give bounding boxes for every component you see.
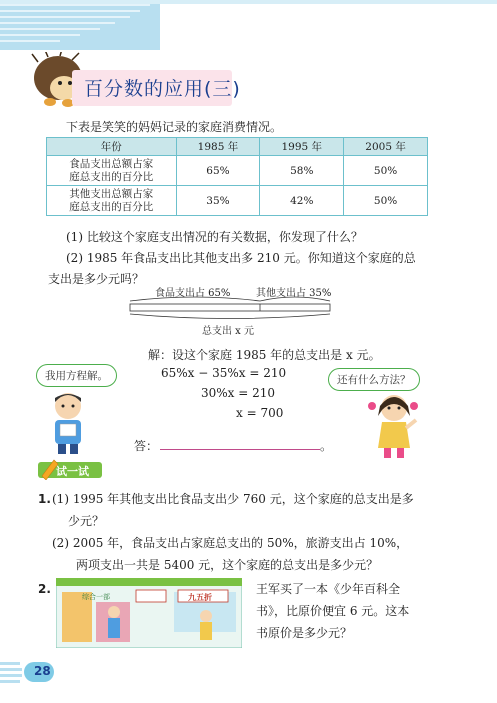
question-1: (1) 比较这个家庭支出情况的有关数据，你发现了什么？	[66, 230, 363, 244]
girl-illustration-icon	[368, 392, 418, 460]
row-label	[47, 186, 177, 216]
exercise-2-line2: 书》，比原价便宜 6 元。这本	[256, 604, 410, 618]
exercise-1-part2-line2: 两项支出一共是 5400 元，这个家庭的总支出是多少元？	[76, 558, 379, 572]
answer-end-mark: 。	[320, 439, 333, 453]
total-brace	[130, 314, 330, 319]
page-number: 28	[34, 664, 51, 678]
page-corner-decoration	[0, 658, 60, 688]
answer-blank-line	[160, 448, 320, 450]
exercise-1-part2-line1: (2) 2005 年，食品支出占家庭总支出的 50%，旅游支出占 10%，	[52, 536, 409, 550]
table-cell: 50%	[344, 186, 428, 216]
consumption-table	[46, 137, 428, 216]
table-cell: 35%	[176, 186, 260, 216]
table-cell: 50%	[344, 156, 428, 186]
table-cell: 65%	[176, 156, 260, 186]
row-label-line: 食品支出总额占家	[69, 157, 154, 170]
table-header-cell: 2005 年	[344, 138, 428, 156]
table-row	[47, 156, 428, 186]
boy-illustration-icon	[46, 390, 92, 456]
exercise-2-line1: 王军买了一本《少年百科全	[256, 582, 401, 596]
intro-text: 下表是笑笑的妈妈记录的家庭消费情况。	[66, 120, 283, 134]
equation-1: 65%x − 35%x = 210	[161, 366, 287, 380]
table-row	[47, 186, 428, 216]
row-label-line: 庭总支出的百分比	[69, 170, 154, 183]
table-header-cell: 年份	[47, 138, 177, 156]
try-label: 试一试	[56, 465, 89, 478]
row-label-line: 其他支出总额占家	[69, 187, 154, 200]
sign-right: 九五折	[188, 593, 212, 602]
row-label-line: 庭总支出的百分比	[69, 200, 154, 213]
equation-3: x = 700	[236, 406, 284, 420]
solution-line: 解：设这个家庭 1985 年的总支出是 x 元。	[148, 348, 381, 362]
question-2-line2: 支出是多少元吗？	[48, 272, 145, 286]
food-share-label: 食品支出占 65%	[155, 288, 231, 299]
exercise-1-number: 1.	[38, 492, 51, 506]
table-header-cell: 1995 年	[260, 138, 344, 156]
other-brace	[260, 297, 330, 301]
total-bar	[130, 304, 330, 311]
bookstore-illustration-icon	[56, 578, 242, 648]
exercise-2-line3: 书原价是多少元？	[256, 626, 353, 640]
question-2-line1: (2) 1985 年食品支出比其他支出多 210 元。你知道这个家庭的总	[66, 251, 416, 265]
table-cell: 42%	[260, 186, 344, 216]
other-share-label: 其他支出占 35%	[256, 288, 332, 299]
exercise-1-part1-line1: (1) 1995 年其他支出比食品支出少 760 元，这个家庭的总支出是多	[52, 492, 414, 506]
lesson-title: 百分数的应用(三)	[84, 78, 241, 100]
table-header-row	[47, 138, 428, 156]
total-label: 总支出 x 元	[202, 326, 254, 337]
equation-2: 30%x = 210	[201, 386, 276, 400]
row-label	[47, 156, 177, 186]
food-brace	[130, 297, 260, 301]
speech-bubble-right: 还有什么方法？	[328, 368, 420, 391]
exercise-2-number: 2.	[38, 582, 51, 596]
speech-bubble-left: 我用方程解。	[36, 364, 117, 387]
sign-left: 综合一部	[82, 593, 110, 601]
exercise-1-part1-line2: 少元？	[68, 514, 105, 528]
table-cell: 58%	[260, 156, 344, 186]
answer-label: 答：	[134, 439, 159, 453]
corner-decoration	[0, 0, 497, 60]
table-header-cell: 1985 年	[176, 138, 260, 156]
